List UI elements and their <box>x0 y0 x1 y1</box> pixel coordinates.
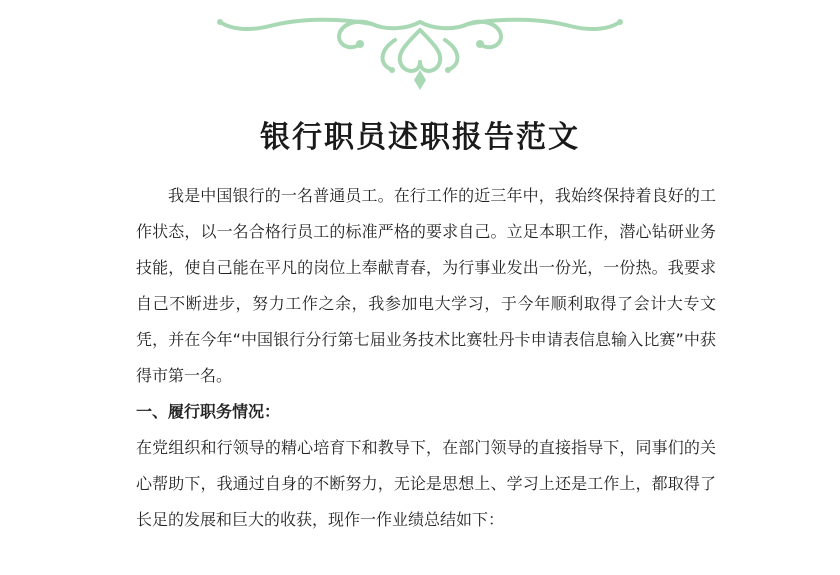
document-body <box>136 178 716 538</box>
intro-paragraph: 我是中国银行的一名普通员工。在行工作的近三年中，我始终保持着良好的工作状态，以一名合格行员工的标准严格的要求自己。立足本职工作，潜心钻研业务技能，使自己能在平凡的岗位上奉献青春，为行事业发出一份光，一份热。我要求自己不断进步，努力工作之余，我参加电大学习，于今年顺利取得了会计大专文凭，并在今年“中国银行分行第七届业务技术比赛牡丹卡申请表信息输入比赛”中获得市第一名。 <box>136 186 716 385</box>
decorative-header-ornament <box>0 0 840 95</box>
section-paragraph: 在党组织和行领导的精心培育下和教导下，在部门领导的直接指导下，同事们的关心帮助下，我通过自身的不断努力，无论是思想上、学习上还是工作上，都取得了长足的发展和巨大的收获，现作一作业绩总结如下： <box>136 438 716 529</box>
document-title: 银行职员述职报告范文 <box>260 120 580 155</box>
section-heading: 一、履行职务情况： <box>136 402 281 421</box>
